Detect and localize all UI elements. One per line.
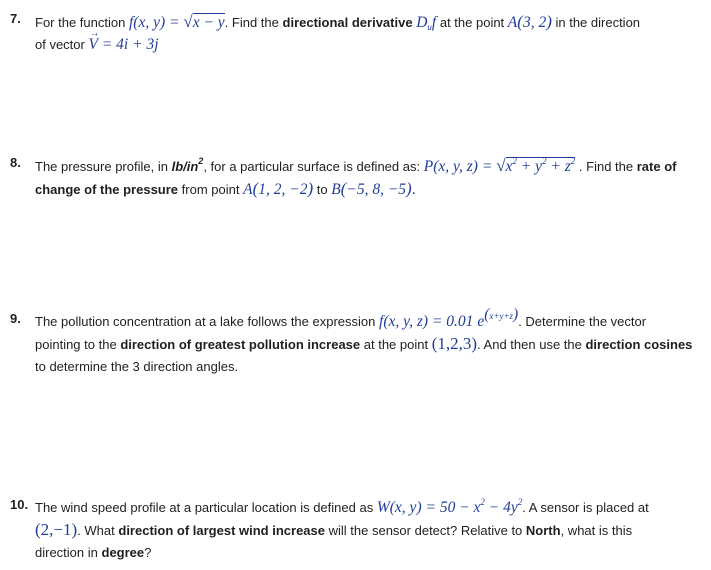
- question-number: 10.: [10, 497, 29, 512]
- point-b-expression: B(−5, 8, −5): [331, 179, 412, 198]
- function-expression: P(x, y, $z) = √x^2 + y^2 + z^2$: [423, 156, 576, 175]
- directional-derivative-symbol: $D_uf$: [416, 14, 437, 32]
- question-number: 8.: [10, 155, 21, 170]
- question-number: 7.: [10, 11, 21, 26]
- unit-expression: $lb/in^2$: [171, 156, 204, 174]
- question-text: The pollution concentration at a lake follows the expression f(x, y, z) = 0.01 $e^{(x+y+z)}$. Determine the vector pointing to the direction of greatest pollution increase at the point (1,2,3). And then use the direction cosines to determine the 3 direction angles.: [35, 306, 693, 374]
- question-number: 9.: [10, 311, 21, 326]
- question-7: [10, 11, 703, 56]
- function-expression: W(x, $y) = 50 - x^2 - 4y^2$: [376, 497, 523, 516]
- key-term: North: [525, 523, 561, 538]
- question-8: [10, 155, 703, 201]
- function-expression: f(x, y) = √x − y: [128, 12, 225, 31]
- question-text: For the function f(x, y) = √x − y. Find the directional derivative $D_uf$ at the point A(3, 2) in the direction of vector → V = 4i + 3j: [35, 11, 703, 56]
- key-term: direction cosines: [585, 337, 693, 352]
- key-term: direction of largest wind increase: [118, 523, 325, 538]
- point-expression: (1,2,3): [431, 334, 478, 353]
- question-10: [10, 497, 703, 564]
- point-a-expression: A(1, 2, −2): [243, 179, 314, 198]
- function-expression: f(x, y, z) = 0.01 $e^{(x+y+z)}$: [379, 306, 519, 330]
- point-expression: A(3, 2): [507, 12, 552, 31]
- question-9: [10, 306, 703, 378]
- vector-expression: → V = 4i + 3j: [88, 36, 158, 53]
- key-term: degree: [101, 545, 145, 560]
- question-text: The wind speed profile at a particular location is defined as W(x, $y) = 50 - x^2 - 4y^2$. A sensor is placed at (2,−1). What direction of largest wind increase will the sensor detect? Relative to North, what is this direction in degree?: [35, 497, 649, 560]
- key-term: directional derivative: [282, 15, 413, 30]
- point-expression: (2,−1): [35, 520, 78, 539]
- question-text: The pressure profile, in $lb/in^2$, for a particular surface is defined as: P(x, y, $z) = √x^2 + y^2 + z^2$ . Find the rate of change of the pressure from point A(1, 2, −2) to B(−5, 8, −5).: [35, 156, 677, 198]
- key-term: direction of greatest pollution increase: [120, 337, 361, 352]
